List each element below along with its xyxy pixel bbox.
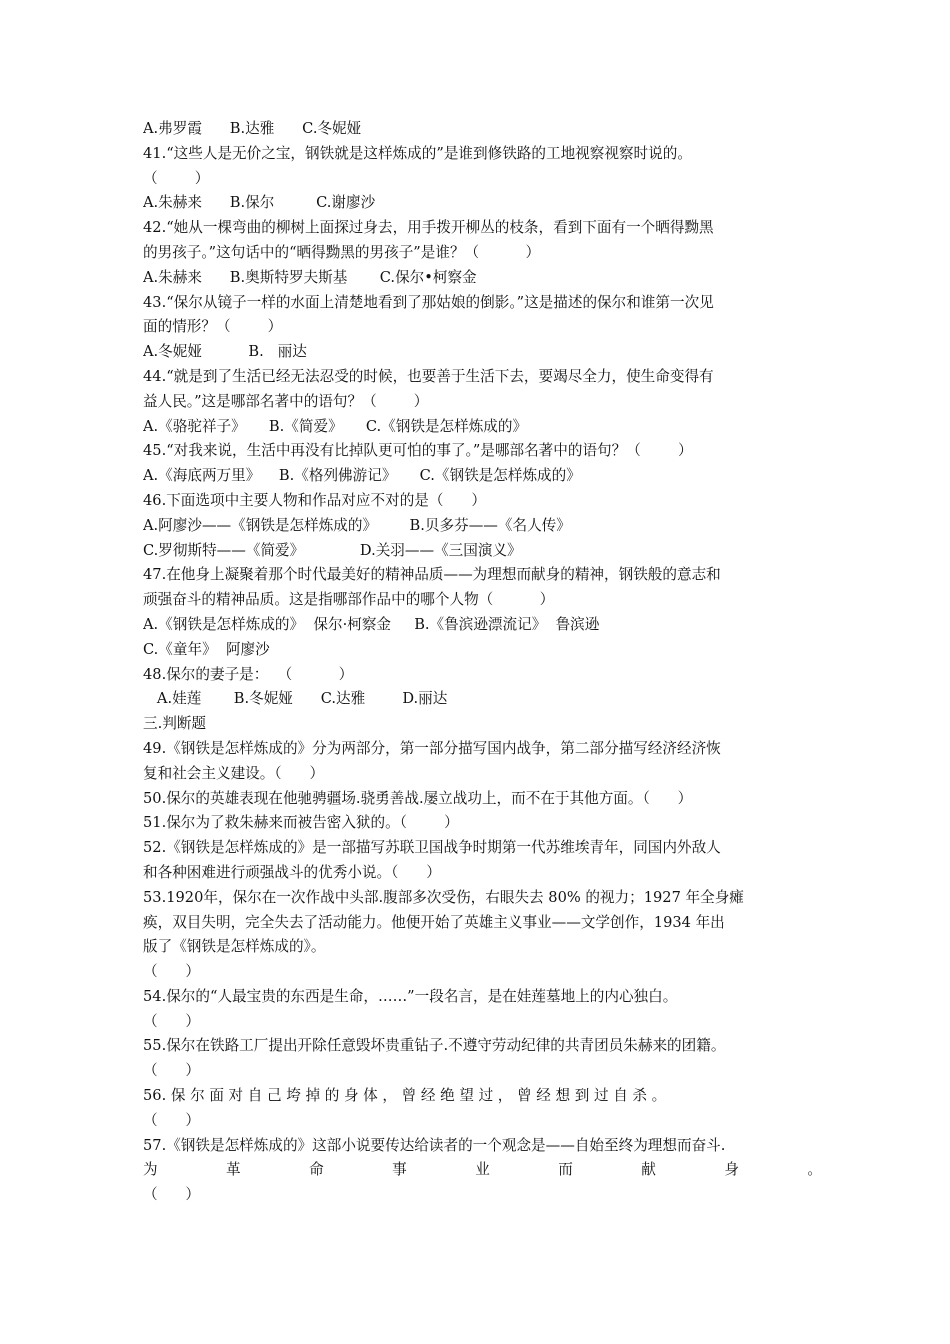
text-line: （ ） [143,1062,201,1080]
text-line: 益人民。”这是哪部名著中的语句？（ ） [143,392,429,410]
text-line: A.阿廖沙——《钢铁是怎样炼成的》 B.贝多芬——《名人传》 [143,516,571,534]
text-line: A.朱赫来 B.奥斯特罗夫斯基 C.保尔•柯察金 [143,268,477,286]
text-line: 42.“她从一棵弯曲的柳树上面探过身去，用手拨开柳丛的枝条，看到下面有一个晒得黝黑 [143,219,714,237]
text-line: 55.保尔在铁路工厂提出开除任意毁坏贵重钻子.不遵守劳动纪律的共青团员朱赫来的团籍。 [143,1037,726,1055]
text-line: 44.“就是到了生活已经无法忍受的时候，也要善于生活下去，要竭尽全力，使生命变得有 [143,367,714,385]
text-line: A.《海底两万里》 B.《格列佛游记》 C.《钢铁是怎样炼成的》 [143,467,581,485]
text-line: 50.保尔的英雄表现在他驰骋疆场.骁勇善战.屡立战功上，而不在于其他方面。（ ） [143,789,693,807]
text-line: 54.保尔的“人最宝贵的东西是生命，……”一段名言，是在娃莲墓地上的内心独白。 [143,987,678,1005]
text-line: 的男孩子。”这句话中的“晒得黝黑的男孩子”是谁？（ ） [143,243,541,261]
text-line: A.冬妮娅 B. 丽达 [143,343,307,361]
text-line: 56. 保 尔 面 对 自 己 垮 掉 的 身 体 ， 曾 经 绝 望 过 ， 曾 经 想 到 过 自 杀 。 [143,1087,667,1105]
text-line: （ ） [143,1012,201,1030]
text-line: A.《骆驼祥子》 B.《简爱》 C.《钢铁是怎样炼成的》 [143,417,528,435]
text-line: A.朱赫来 B.保尔 C.谢廖沙 [143,194,376,212]
text-line: 面的情形？（ ） [143,318,283,336]
text-line: 48.保尔的妻子是： （ ） [143,665,354,683]
text-line: A.弗罗霞 B.达雅 C.冬妮娅 [143,120,362,137]
text-line: 和各种困难进行顽强战斗的优秀小说。（ ） [143,863,441,881]
text-line: 51.保尔为了救朱赫来而被告密入狱的。（ ） [143,814,459,832]
text-line: 版了《钢铁是怎样炼成的》。 [143,938,326,956]
text-line: A.娃莲 B.冬妮娅 C.达雅 D.丽达 [143,690,448,708]
text-line: 为 革 命 事 业 而 献 身 。 [143,1161,822,1179]
text-line: （ ） [143,1186,201,1204]
text-line: 46.下面选项中主要人物和作品对应不对的是（ ） [143,491,486,509]
text-line: 43.“保尔从镜子一样的水面上清楚地看到了那姑娘的倒影。”这是描述的保尔和谁第一次见 [143,293,714,311]
text-line: （ ） [143,1111,201,1129]
text-line: 47.在他身上凝聚着那个时代最美好的精神品质——为理想而献身的精神，钢铁般的意志和 [143,566,721,584]
text-line: 痪，双目失明，完全失去了活动能力。他便开始了英雄主义事业——文学创作，1934 年出 [143,913,725,931]
text-line: 复和社会主义建设。（ ） [143,764,325,782]
text-line: C.罗彻斯特——《简爱》 D.关羽——《三国演义》 [143,541,522,559]
text-line: 53.1920年，保尔在一次作战中头部.腹部多次受伤，右眼失去 80% 的视力；1927 年全身瘫 [143,888,744,906]
text-line: 57.《钢铁是怎样炼成的》这部小说要传达给读者的一个观念是——自始至终为理想而奋斗. [143,1136,726,1154]
text-line: （ ） [143,169,210,187]
text-line: C.《童年》 阿廖沙 [143,640,270,658]
text-line: 45.“对我来说，生活中再没有比掉队更可怕的事了。”是哪部名著中的语句？（ ） [143,442,693,460]
text-line: 49.《钢铁是怎样炼成的》分为两部分，第一部分描写国内战争，第二部分描写经济经济恢 [143,739,721,757]
text-line: （ ） [143,963,201,981]
text-line: 三.判断题 [143,715,207,733]
text-line: 52.《钢铁是怎样炼成的》是一部描写苏联卫国战争时期第一代苏维埃青年，同国内外敌人 [143,839,721,857]
text-line: A.《钢铁是怎样炼成的》 保尔·柯察金 B.《鲁滨逊漂流记》 鲁滨逊 [143,615,600,633]
text-line: 顽强奋斗的精神品质。这是指哪部作品中的哪个人物（ ） [143,591,555,609]
text-line: 41.“这些人是无价之宝，钢铁就是这样炼成的”是谁到修铁路的工地视察视察时说的。 [143,144,692,162]
